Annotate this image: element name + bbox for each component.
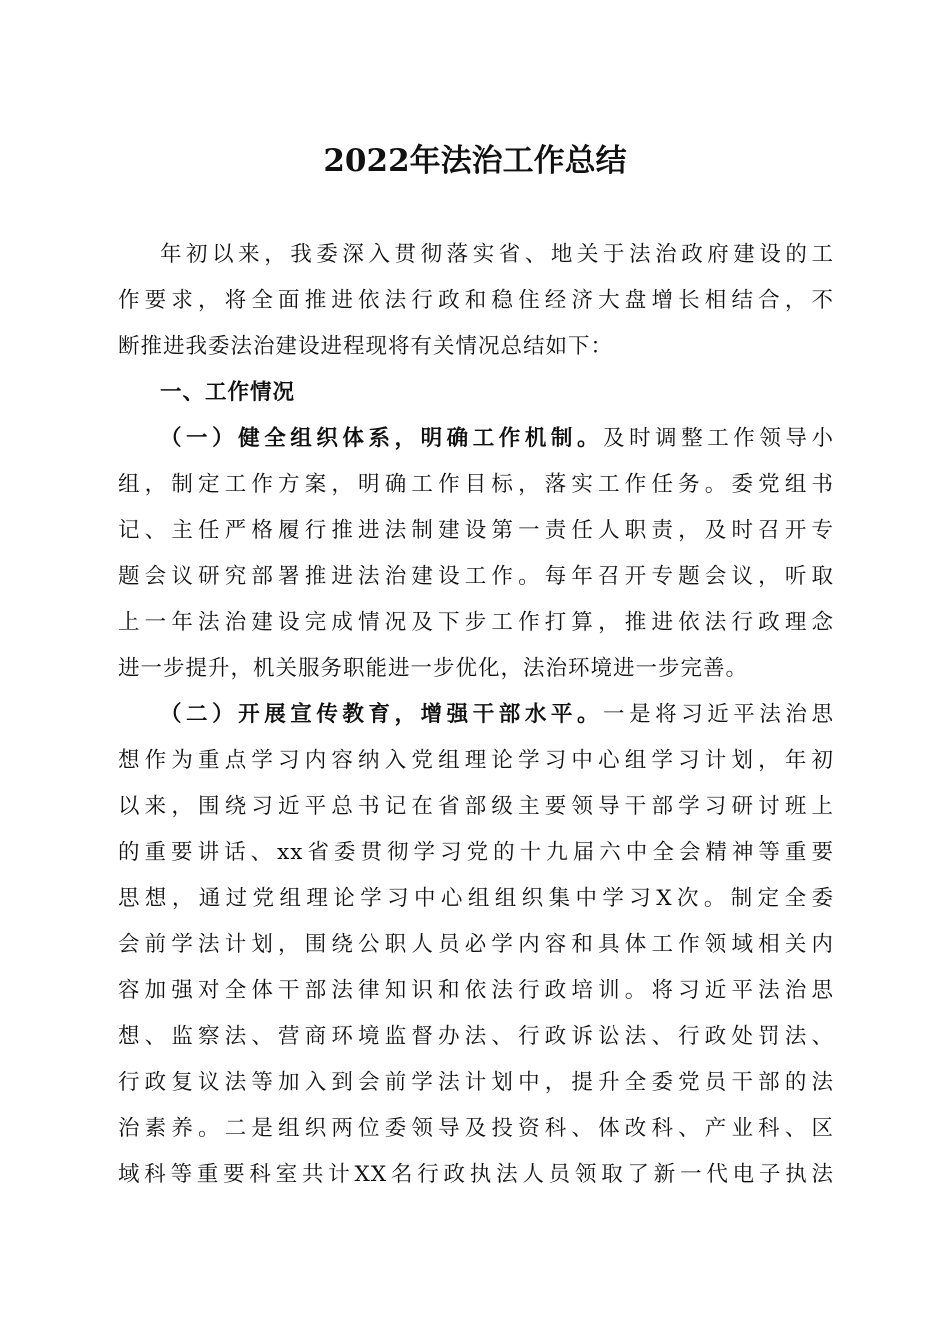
paragraph-line: 作要求，将全面推进依法行政和稳住经济大盘增长相结合，不 — [118, 288, 834, 313]
item-text: 及时调整工作领导小 — [603, 426, 834, 451]
paragraph-line: 域科等重要科室共计XX名行政执法人员领取了新一代电子执法 — [118, 1162, 834, 1187]
section-heading: 一、工作情况 — [160, 380, 296, 405]
paragraph-line — [160, 416, 834, 462]
paragraph-line: 思想，通过党组理论学习中心组组织集中学习X次。制定全委 — [118, 886, 834, 911]
paragraph-line: 的重要讲话、xx省委贯彻学习党的十九届六中全会精神等重要 — [118, 840, 834, 865]
document-title: 2022年法治工作总结 — [323, 143, 627, 179]
paragraph-line: 年初以来，我委深入贯彻落实省、地关于法治政府建设的工 — [160, 242, 834, 267]
item-lead: （二）开展宣传教育，增强干部水平。 — [160, 702, 604, 727]
paragraph-line: 行政复议法等加入到会前学法计划中，提升全委党员干部的法 — [118, 1070, 834, 1095]
paragraph-line: 会前学法计划，围绕公职人员必学内容和具体工作领域相关内 — [118, 932, 834, 957]
paragraph-line: 治素养。二是组织两位委领导及投资科、体改科、产业科、区 — [118, 1116, 834, 1141]
paragraph-line: 题会议研究部署推进法治建设工作。每年召开专题会议，听取 — [118, 564, 834, 589]
paragraph-line: 容加强对全体干部法律知识和依法行政培训。将习近平法治思 — [118, 978, 834, 1003]
item-lead: （一）健全组织体系，明确工作机制。 — [160, 426, 604, 451]
paragraph-line: 想、监察法、营商环境监督办法、行政诉讼法、行政处罚法、 — [118, 1024, 834, 1049]
paragraph-line — [160, 692, 834, 738]
paragraph-line: 断推进我委法治建设进程现将有关情况总结如下： — [118, 334, 614, 359]
paragraph-line: 上一年法治建设完成情况及下步工作打算，推进依法行政理念 — [118, 610, 834, 635]
paragraph-line: 组，制定工作方案，明确工作目标，落实工作任务。委党组书 — [118, 472, 834, 497]
paragraph-line: 以来，围绕习近平总书记在省部级主要领导干部学习研讨班上 — [118, 794, 834, 819]
paragraph-line: 记、主任严格履行推进法制建设第一责任人职责，及时召开专 — [118, 518, 834, 543]
paragraph-line: 进一步提升，机关服务职能进一步优化，法治环境进一步完善。 — [118, 656, 749, 681]
item-text: 一是将习近平法治思 — [603, 702, 834, 727]
paragraph-line: 想作为重点学习内容纳入党组理论学习中心组学习计划，年初 — [118, 748, 834, 773]
